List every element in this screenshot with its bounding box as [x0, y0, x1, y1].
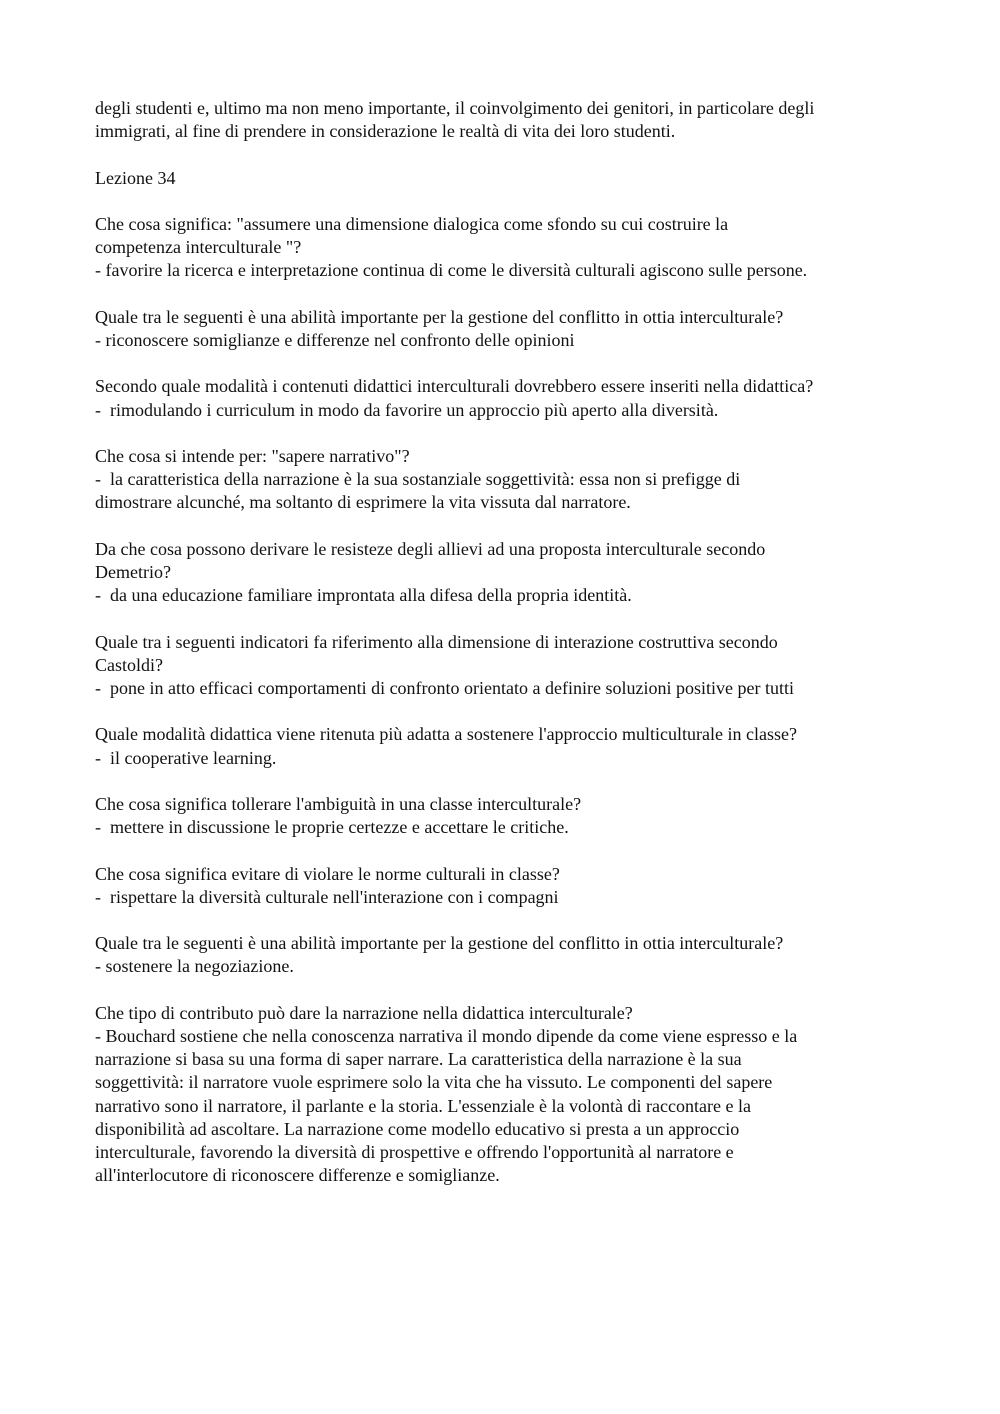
answer-line: interculturale, favorendo la diversità di prospettive e offrendo l'opportunità al narratore e: [95, 1141, 734, 1162]
paragraph-gap: [95, 979, 915, 1002]
answer-line: all'interlocutore di riconoscere differenze e somiglianze.: [95, 1165, 500, 1186]
qa-item: [95, 631, 915, 701]
answer-line: - rispettare la diversità culturale nell'interazione con i compagni: [95, 886, 559, 907]
paragraph-gap: [95, 770, 915, 793]
text-line: immigrati, al fine di prendere in considerazione le realtà di vita dei loro studenti.: [95, 121, 676, 142]
question-line: Quale modalità didattica viene ritenuta più adatta a sostenere l'approccio multiculturale in classe?: [95, 724, 797, 745]
question-line: Che cosa si intende per: "sapere narrativo"?: [95, 445, 410, 466]
answer-line: - riconoscere somiglianze e differenze nel confronto delle opinioni: [95, 329, 575, 350]
question-line: Da che cosa possono derivare le resisteze degli allievi ad una proposta interculturale secondo: [95, 538, 766, 559]
paragraph-gap: [95, 839, 915, 862]
qa-item: [95, 445, 915, 515]
question-line: Che cosa significa evitare di violare le norme culturali in classe?: [95, 863, 560, 884]
answer-line: - rimodulando i curriculum in modo da favorire un approccio più aperto alla diversità.: [95, 399, 719, 420]
question-line: Demetrio?: [95, 561, 171, 582]
qa-item: [95, 213, 915, 283]
document-page: [95, 97, 915, 1187]
lesson-heading: Lezione 34: [95, 167, 176, 188]
question-line: Secondo quale modalità i contenuti didattici interculturali dovrebbero essere inseriti nella didattica?: [95, 376, 814, 397]
answer-line: disponibilità ad ascoltare. La narrazione come modello educativo si presta a un approccio: [95, 1118, 740, 1139]
question-line: Che cosa significa: "assumere una dimensione dialogica come sfondo su cui costruire la: [95, 213, 729, 234]
answer-line: narrativo sono il narratore, il parlante e la storia. L'essenziale è la volontà di raccontare e la: [95, 1095, 751, 1116]
paragraph-gap: [95, 283, 915, 306]
paragraph-gap: [95, 143, 915, 166]
qa-item: [95, 306, 915, 352]
text-line: degli studenti e, ultimo ma non meno importante, il coinvolgimento dei genitori, in particolare degli: [95, 98, 815, 118]
answer-line: soggettività: il narratore vuole esprimere solo la vita che ha vissuto. Le componenti del sapere: [95, 1072, 773, 1093]
question-line: Castoldi?: [95, 654, 163, 675]
qa-list: [95, 213, 915, 1187]
answer-line: - da una educazione familiare improntata alla difesa della propria identità.: [95, 585, 632, 606]
qa-item: [95, 793, 915, 839]
qa-item: [95, 1002, 915, 1188]
paragraph-gap: [95, 422, 915, 445]
answer-line: - mettere in discussione le proprie certezze e accettare le critiche.: [95, 817, 569, 838]
answer-line: - la caratteristica della narrazione è la sua sostanziale soggettività: essa non si prefigge di: [95, 469, 741, 490]
answer-line: - pone in atto efficaci comportamenti di confronto orientato a definire soluzioni positive per tutti: [95, 677, 794, 698]
answer-line: narrazione si basa su una forma di saper narrare. La caratteristica della narrazione è la sua: [95, 1049, 742, 1070]
question-line: Che tipo di contributo può dare la narrazione nella didattica interculturale?: [95, 1002, 633, 1023]
qa-item: [95, 863, 915, 909]
intro-paragraph: [95, 97, 915, 143]
paragraph-gap: [95, 515, 915, 538]
question-line: Quale tra le seguenti è una abilità importante per la gestione del conflitto in ottia interculturale?: [95, 933, 784, 954]
answer-line: - Bouchard sostiene che nella conoscenza narrativa il mondo dipende da come viene espresso e la: [95, 1025, 798, 1046]
qa-item: [95, 375, 915, 421]
question-line: Che cosa significa tollerare l'ambiguità in una classe interculturale?: [95, 793, 582, 814]
question-line: Quale tra i seguenti indicatori fa riferimento alla dimensione di interazione costruttiva secondo: [95, 631, 778, 652]
paragraph-gap: [95, 190, 915, 213]
answer-line: - il cooperative learning.: [95, 747, 277, 768]
paragraph-gap: [95, 700, 915, 723]
paragraph-gap: [95, 909, 915, 932]
qa-item: [95, 538, 915, 608]
answer-line: dimostrare alcunché, ma soltanto di esprimere la vita vissuta dal narratore.: [95, 492, 631, 513]
qa-item: [95, 723, 915, 769]
paragraph-gap: [95, 352, 915, 375]
question-line: Quale tra le seguenti è una abilità importante per la gestione del conflitto in ottia interculturale?: [95, 306, 784, 327]
answer-line: - sostenere la negoziazione.: [95, 956, 294, 977]
answer-line: - favorire la ricerca e interpretazione continua di come le diversità culturali agiscono sulle persone.: [95, 260, 808, 281]
question-line: competenza interculturale "?: [95, 237, 302, 258]
paragraph-gap: [95, 607, 915, 630]
qa-item: [95, 932, 915, 978]
